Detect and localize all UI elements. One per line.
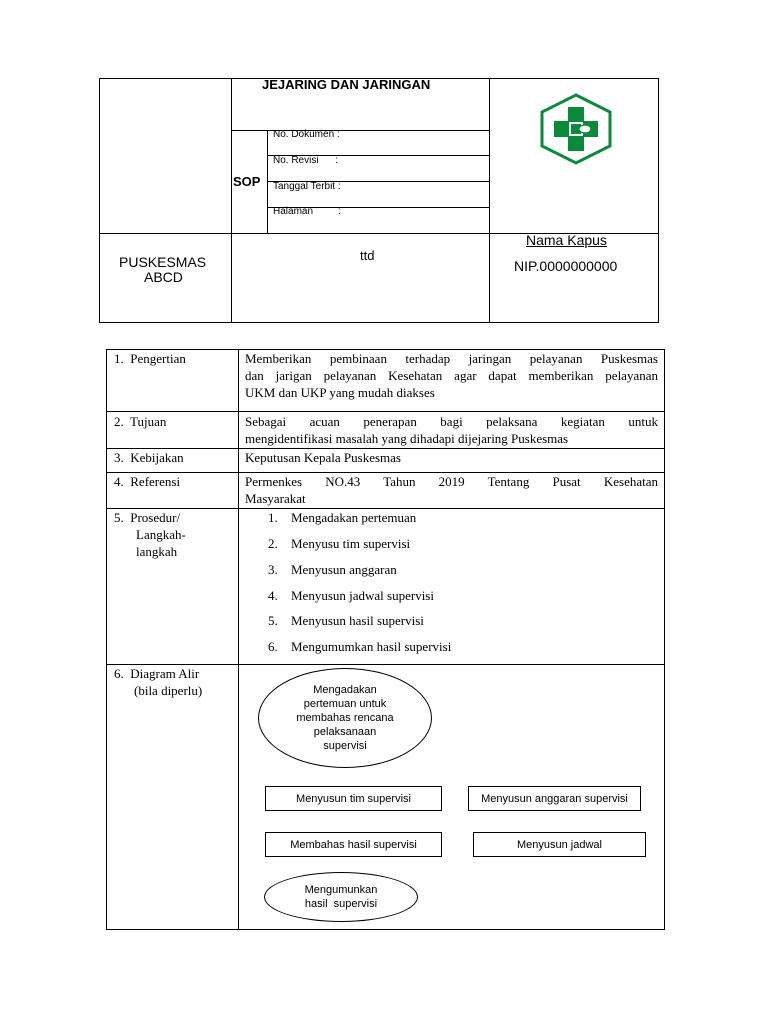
flow-end-ellipse (264, 872, 418, 922)
puskesmas-logo-icon (538, 92, 614, 166)
flow-box-tim: Menyusun tim supervisi (265, 786, 442, 811)
flow-start-ellipse (258, 668, 432, 768)
flow-start-line1: Mengadakan (313, 684, 377, 696)
flow-box-anggaran: Menyusun anggaran supervisi (468, 786, 641, 811)
flow-box-jadwal: Menyusun jadwal (473, 832, 646, 857)
referensi-line2: Masyarakat (245, 491, 306, 506)
tujuan-line1: Sebagai acuan penerapan bagi pelaksana kegiatan untuk (245, 414, 658, 429)
step-number: 3. (268, 562, 278, 577)
step-number: 5. (268, 613, 278, 628)
doc-field-halaman: Halaman : (273, 206, 341, 217)
doc-field-nomor: No. Dokumen : (273, 129, 340, 140)
document-title: JEJARING DAN JARINGAN (262, 77, 431, 92)
pengertian-label: 1. Pengertian (114, 351, 186, 366)
step-text: Mengadakan pertemuan (291, 510, 417, 525)
flow-start-line2: pertemuan untuk (303, 698, 387, 710)
diagram-label-line2: (bila diperlu) (134, 683, 203, 698)
step-number: 2. (268, 536, 278, 551)
org-name-line1: PUSKESMAS (119, 254, 207, 270)
pengertian-line1: Memberikan pembinaan terhadap jaringan pelayanan Puskesmas (245, 351, 658, 366)
referensi-label: 4. Referensi (114, 474, 181, 489)
tujuan-line2: mengidentifikasi masalah yang dihadapi dijejaring Puskesmas (245, 431, 569, 446)
flow-box-bahas: Membahas hasil supervisi (265, 832, 442, 857)
head-name: Nama Kapus (526, 232, 607, 248)
head-nip: NIP.0000000000 (514, 258, 618, 274)
pengertian-line3: UKM dan UKP yang mudah diakses (245, 385, 435, 400)
prosedur-label-line3: langkah (136, 544, 178, 559)
doc-field-tanggal: Tanggal Terbit : (273, 181, 341, 192)
flow-start-line4: pelaksanaan (313, 726, 377, 738)
doc-field-revisi: No. Revisi : (273, 155, 339, 166)
flow-end-line1: Mengumunkan (304, 884, 378, 896)
step-text: Menyusu tim supervisi (291, 536, 411, 551)
kebijakan-line1: Keputusan Kepala Puskesmas (245, 450, 401, 465)
step-text: Mengumumkan hasil supervisi (291, 639, 452, 654)
signature: ttd (360, 248, 375, 263)
tujuan-label: 2. Tujuan (114, 414, 167, 429)
diagram-label-line1: 6. Diagram Alir (114, 666, 200, 681)
step-text: Menyusun jadwal supervisi (291, 588, 434, 603)
flow-start-line3: membahas rencana (296, 712, 394, 724)
flow-end-line2: hasil supervisi (304, 898, 378, 910)
step-number: 1. (268, 510, 278, 525)
prosedur-label-line2: Langkah- (136, 527, 186, 542)
kebijakan-label: 3. Kebijakan (114, 450, 184, 465)
referensi-line1: Permenkes NO.43 Tahun 2019 Tentang Pusat Kesehatan (245, 474, 658, 489)
step-text: Menyusun hasil supervisi (291, 613, 424, 628)
step-number: 6. (268, 639, 278, 654)
org-name-line2: ABCD (144, 269, 183, 285)
flow-start-line5: supervisi (323, 740, 367, 752)
prosedur-label-line1: 5. Prosedur/ (114, 510, 181, 525)
step-number: 4. (268, 588, 278, 603)
step-text: Menyusun anggaran (291, 562, 397, 577)
pengertian-line2: dan jarigan pelayanan Kesehatan agar dapat memberikan pelayanan (245, 368, 658, 383)
sop-label: SOP (233, 174, 261, 189)
